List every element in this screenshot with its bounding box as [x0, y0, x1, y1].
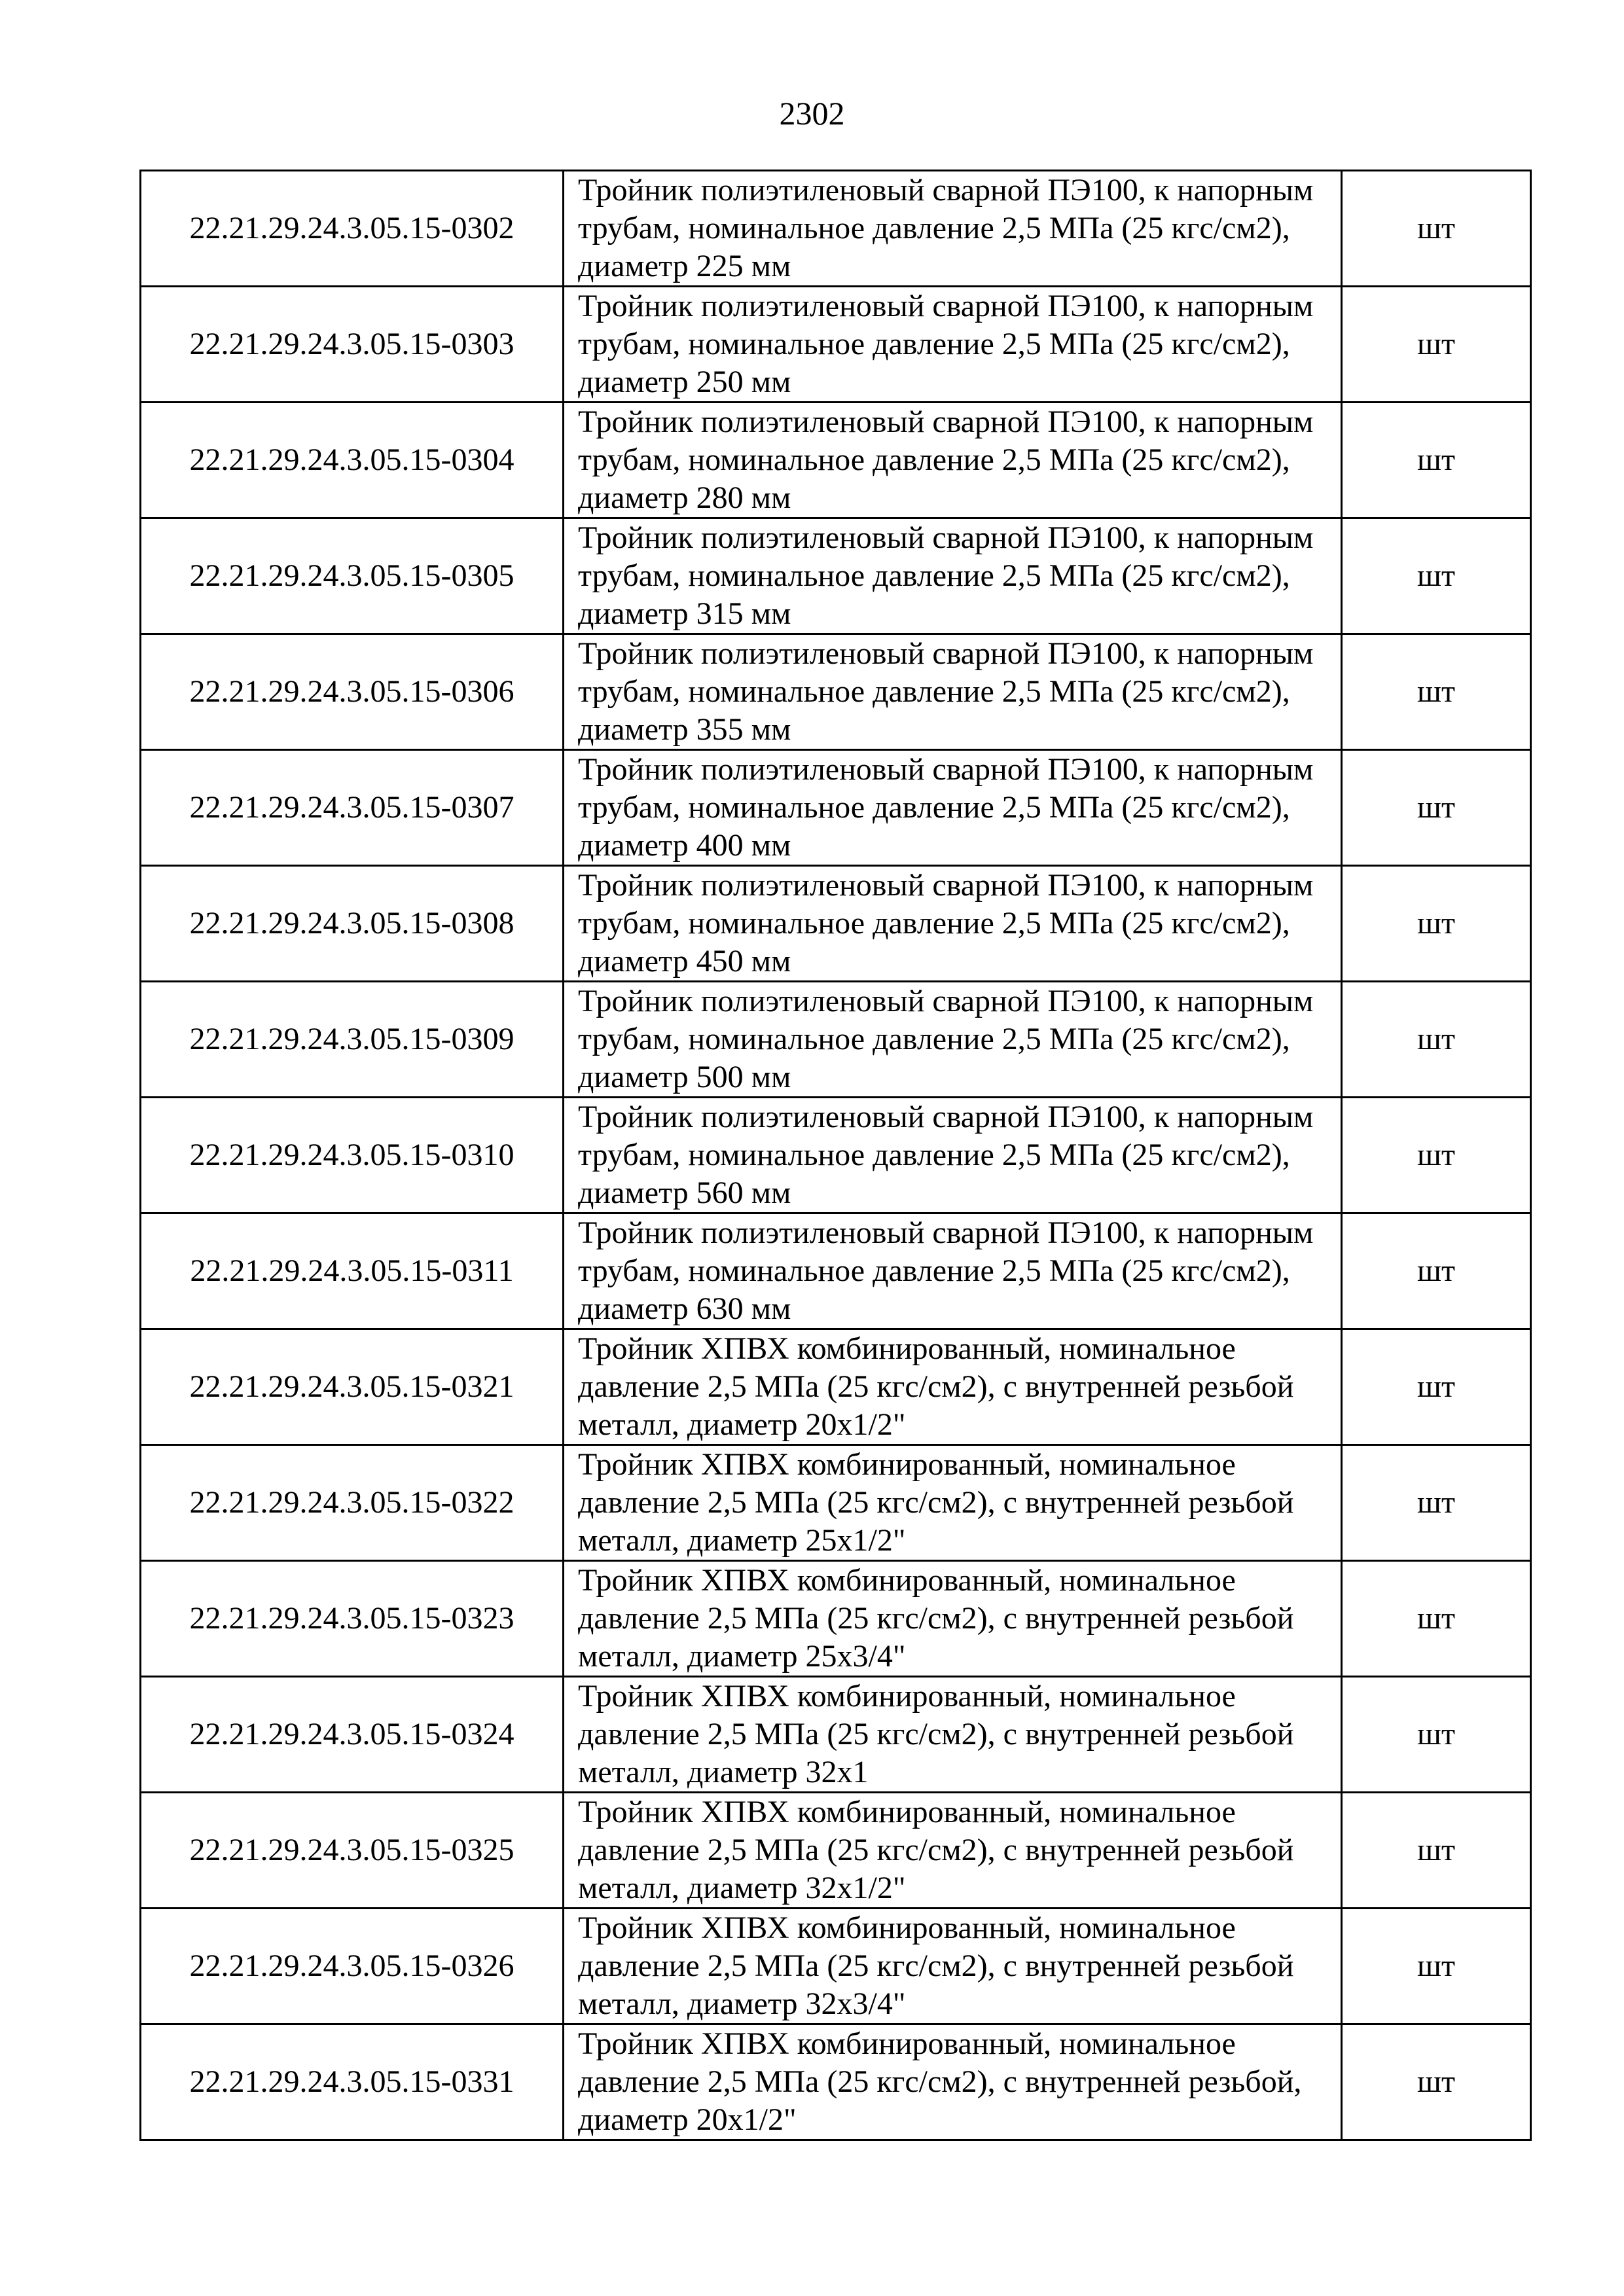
item-code: 22.21.29.24.3.05.15-0306: [141, 634, 564, 750]
table-row: [141, 866, 1531, 982]
item-code: 22.21.29.24.3.05.15-0322: [141, 1445, 564, 1561]
item-unit: шт: [1342, 634, 1531, 750]
item-description: Тройник ХПВХ комбинированный, номинальное давление 2,5 МПа (25 кгс/см2), с внутренней резьбой металл, диаметр 32х1/2": [564, 1793, 1342, 1909]
item-code: 22.21.29.24.3.05.15-0325: [141, 1793, 564, 1909]
item-code: 22.21.29.24.3.05.15-0323: [141, 1561, 564, 1677]
table-row: [141, 982, 1531, 1098]
item-description: Тройник ХПВХ комбинированный, номинальное давление 2,5 МПа (25 кгс/см2), с внутренней резьбой металл, диаметр 25х1/2": [564, 1445, 1342, 1561]
item-code: 22.21.29.24.3.05.15-0305: [141, 518, 564, 634]
item-code: 22.21.29.24.3.05.15-0310: [141, 1098, 564, 1213]
item-code: 22.21.29.24.3.05.15-0307: [141, 750, 564, 866]
table-row: [141, 403, 1531, 518]
table-row: [141, 518, 1531, 634]
item-description: Тройник полиэтиленовый сварной ПЭ100, к напорным трубам, номинальное давление 2,5 МПа (25 кгс/см2), диаметр 630 мм: [564, 1213, 1342, 1329]
item-unit: шт: [1342, 1793, 1531, 1909]
item-code: 22.21.29.24.3.05.15-0308: [141, 866, 564, 982]
table-row: [141, 1213, 1531, 1329]
table-row: [141, 1793, 1531, 1909]
item-unit: шт: [1342, 1098, 1531, 1213]
item-unit: шт: [1342, 1677, 1531, 1793]
item-description: Тройник ХПВХ комбинированный, номинальное давление 2,5 МПа (25 кгс/см2), с внутренней резьбой металл, диаметр 32х3/4": [564, 1909, 1342, 2024]
table-row: [141, 634, 1531, 750]
item-unit: шт: [1342, 866, 1531, 982]
table-row: [141, 171, 1531, 287]
item-description: Тройник полиэтиленовый сварной ПЭ100, к напорным трубам, номинальное давление 2,5 МПа (25 кгс/см2), диаметр 500 мм: [564, 982, 1342, 1098]
table-row: [141, 287, 1531, 403]
item-description: Тройник полиэтиленовый сварной ПЭ100, к напорным трубам, номинальное давление 2,5 МПа (25 кгс/см2), диаметр 315 мм: [564, 518, 1342, 634]
item-description: Тройник полиэтиленовый сварной ПЭ100, к напорным трубам, номинальное давление 2,5 МПа (25 кгс/см2), диаметр 280 мм: [564, 403, 1342, 518]
item-unit: шт: [1342, 1445, 1531, 1561]
item-code: 22.21.29.24.3.05.15-0331: [141, 2024, 564, 2140]
item-code: 22.21.29.24.3.05.15-0303: [141, 287, 564, 403]
page-number: 2302: [779, 95, 845, 132]
table-row: [141, 750, 1531, 866]
item-code: 22.21.29.24.3.05.15-0304: [141, 403, 564, 518]
item-description: Тройник полиэтиленовый сварной ПЭ100, к напорным трубам, номинальное давление 2,5 МПа (25 кгс/см2), диаметр 225 мм: [564, 171, 1342, 287]
item-code: 22.21.29.24.3.05.15-0321: [141, 1329, 564, 1445]
item-unit: шт: [1342, 2024, 1531, 2140]
item-description: Тройник ХПВХ комбинированный, номинальное давление 2,5 МПа (25 кгс/см2), с внутренней резьбой металл, диаметр 25х3/4": [564, 1561, 1342, 1677]
item-unit: шт: [1342, 1329, 1531, 1445]
item-code: 22.21.29.24.3.05.15-0324: [141, 1677, 564, 1793]
item-unit: шт: [1342, 518, 1531, 634]
table-row: [141, 1677, 1531, 1793]
item-code: 22.21.29.24.3.05.15-0309: [141, 982, 564, 1098]
item-unit: шт: [1342, 1561, 1531, 1677]
item-description: Тройник ХПВХ комбинированный, номинальное давление 2,5 МПа (25 кгс/см2), с внутренней резьбой металл, диаметр 32х1: [564, 1677, 1342, 1793]
item-description: Тройник полиэтиленовый сварной ПЭ100, к напорным трубам, номинальное давление 2,5 МПа (25 кгс/см2), диаметр 560 мм: [564, 1098, 1342, 1213]
item-description: Тройник полиэтиленовый сварной ПЭ100, к напорным трубам, номинальное давление 2,5 МПа (25 кгс/см2), диаметр 450 мм: [564, 866, 1342, 982]
item-code: 22.21.29.24.3.05.15-0311: [141, 1213, 564, 1329]
table-row: [141, 2024, 1531, 2140]
table-row: [141, 1909, 1531, 2024]
item-unit: шт: [1342, 750, 1531, 866]
item-description: Тройник полиэтиленовый сварной ПЭ100, к напорным трубам, номинальное давление 2,5 МПа (25 кгс/см2), диаметр 400 мм: [564, 750, 1342, 866]
item-unit: шт: [1342, 171, 1531, 287]
item-unit: шт: [1342, 1213, 1531, 1329]
table-row: [141, 1445, 1531, 1561]
item-unit: шт: [1342, 1909, 1531, 2024]
item-description: Тройник полиэтиленовый сварной ПЭ100, к напорным трубам, номинальное давление 2,5 МПа (25 кгс/см2), диаметр 250 мм: [564, 287, 1342, 403]
price-table-body: [141, 171, 1531, 2140]
item-unit: шт: [1342, 287, 1531, 403]
item-code: 22.21.29.24.3.05.15-0302: [141, 171, 564, 287]
table-row: [141, 1098, 1531, 1213]
item-description: Тройник полиэтиленовый сварной ПЭ100, к напорным трубам, номинальное давление 2,5 МПа (25 кгс/см2), диаметр 355 мм: [564, 634, 1342, 750]
item-code: 22.21.29.24.3.05.15-0326: [141, 1909, 564, 2024]
item-description: Тройник ХПВХ комбинированный, номинальное давление 2,5 МПа (25 кгс/см2), с внутренней резьбой металл, диаметр 20х1/2": [564, 1329, 1342, 1445]
table-row: [141, 1561, 1531, 1677]
item-unit: шт: [1342, 982, 1531, 1098]
item-unit: шт: [1342, 403, 1531, 518]
price-table: [139, 170, 1532, 2141]
table-row: [141, 1329, 1531, 1445]
item-description: Тройник ХПВХ комбинированный, номинальное давление 2,5 МПа (25 кгс/см2), с внутренней резьбой, диаметр 20х1/2": [564, 2024, 1342, 2140]
